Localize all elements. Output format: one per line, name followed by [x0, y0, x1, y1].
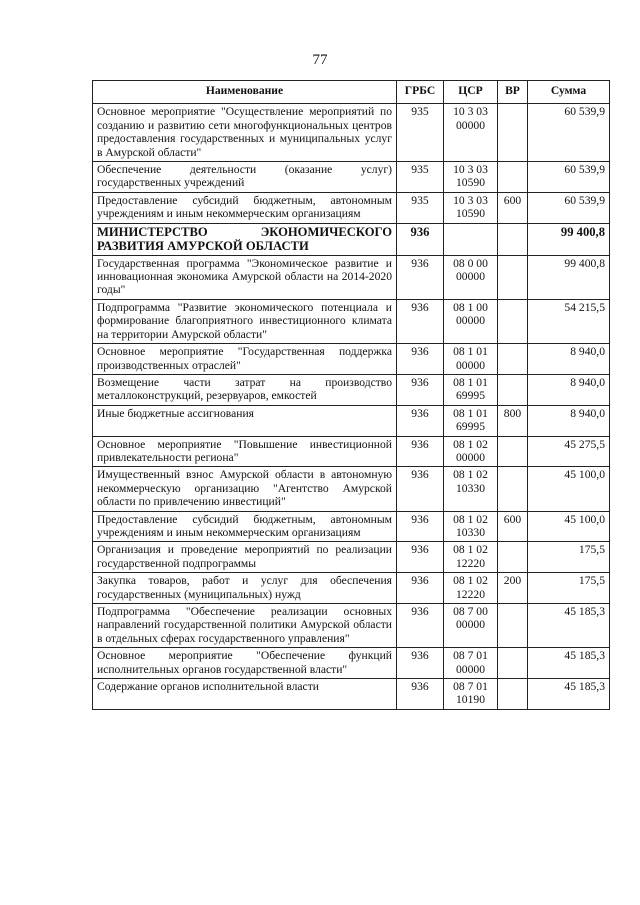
budget-table — [92, 80, 610, 710]
row-name: Предоставление субсидий бюджетным, автономным учреждениям и иным некоммерческим организациям — [93, 511, 397, 542]
row-vr — [498, 648, 528, 679]
row-sum: 99 400,8 — [528, 255, 610, 299]
row-csr — [444, 405, 498, 436]
row-csr — [444, 223, 498, 255]
row-csr — [444, 162, 498, 193]
table-row — [93, 374, 610, 405]
row-csr-line2: 00000 — [456, 662, 485, 676]
row-grbs: 936 — [397, 648, 444, 679]
row-name: Основное мероприятие "Государственная поддержка производственных отраслей" — [93, 344, 397, 375]
table-row — [93, 648, 610, 679]
row-name: МИНИСТЕРСТВО ЭКОНОМИЧЕСКОГО РАЗВИТИЯ АМУРСКОЙ ОБЛАСТИ — [93, 223, 397, 255]
row-name: Основное мероприятие "Осуществление мероприятий по созданию и развитию сети многофункциональных центров предоставления государственных и муниципальных услуг в Амурской области" — [93, 104, 397, 162]
row-csr-line2: 10590 — [456, 207, 485, 221]
row-grbs: 936 — [397, 299, 444, 343]
row-name: Предоставление субсидий бюджетным, автономным учреждениям и иным некоммерческим организациям — [93, 192, 397, 223]
row-csr-line2: 69995 — [456, 389, 485, 403]
row-csr-line1: 08 7 01 — [453, 680, 488, 694]
row-vr: 600 — [498, 511, 528, 542]
row-grbs: 936 — [397, 511, 444, 542]
row-csr-line1: 10 3 03 — [453, 193, 488, 207]
row-csr-line1: 08 1 01 — [453, 406, 488, 420]
row-grbs: 935 — [397, 192, 444, 223]
header-grbs: ГРБС — [397, 81, 444, 104]
row-vr — [498, 374, 528, 405]
row-csr — [444, 374, 498, 405]
row-csr-line2: 10330 — [456, 525, 485, 539]
row-vr — [498, 223, 528, 255]
row-grbs: 936 — [397, 344, 444, 375]
table-row — [93, 604, 610, 648]
row-sum: 8 940,0 — [528, 405, 610, 436]
table-row — [93, 299, 610, 343]
row-csr-line2: 00000 — [456, 618, 485, 632]
row-csr-line2: 00000 — [456, 270, 485, 284]
row-sum: 45 100,0 — [528, 511, 610, 542]
row-csr-line1: 08 0 00 — [453, 256, 488, 270]
row-grbs: 936 — [397, 436, 444, 467]
table-row — [93, 192, 610, 223]
row-sum: 8 940,0 — [528, 344, 610, 375]
row-grbs: 936 — [397, 573, 444, 604]
table-row — [93, 542, 610, 573]
row-name: Подпрограмма "Обеспечение реализации основных направлений государственной политики Амурской области в отдельных сферах государственного управления" — [93, 604, 397, 648]
row-csr — [444, 467, 498, 511]
row-csr-line1: 10 3 03 — [453, 163, 488, 177]
row-sum: 45 275,5 — [528, 436, 610, 467]
row-grbs: 936 — [397, 255, 444, 299]
table-row — [93, 467, 610, 511]
row-sum: 175,5 — [528, 542, 610, 573]
row-sum: 175,5 — [528, 573, 610, 604]
row-csr-line1: 08 1 02 — [453, 574, 488, 588]
row-sum: 60 539,9 — [528, 104, 610, 162]
row-csr-line2: 69995 — [456, 420, 485, 434]
table-row — [93, 511, 610, 542]
header-sum: Сумма — [528, 81, 610, 104]
row-name: Закупка товаров, работ и услуг для обеспечения государственных (муниципальных) нужд — [93, 573, 397, 604]
row-csr — [444, 604, 498, 648]
row-sum: 45 185,3 — [528, 648, 610, 679]
table-row — [93, 104, 610, 162]
row-sum: 60 539,9 — [528, 162, 610, 193]
row-name: Обеспечение деятельности (оказание услуг) государственных учреждений — [93, 162, 397, 193]
row-vr: 200 — [498, 573, 528, 604]
row-csr — [444, 104, 498, 162]
row-vr — [498, 344, 528, 375]
table-row — [93, 679, 610, 710]
row-csr-line2: 10190 — [456, 693, 485, 707]
table-row — [93, 255, 610, 299]
table-row — [93, 223, 610, 255]
page-number: 77 — [312, 52, 328, 68]
row-csr-line2: 00000 — [456, 358, 485, 372]
row-vr: 600 — [498, 192, 528, 223]
row-csr-line2: 10590 — [456, 176, 485, 190]
row-sum: 45 185,3 — [528, 679, 610, 710]
row-sum: 54 215,5 — [528, 299, 610, 343]
row-csr — [444, 573, 498, 604]
row-grbs: 935 — [397, 162, 444, 193]
row-csr-line1: 10 3 03 — [453, 105, 488, 119]
table-row — [93, 405, 610, 436]
row-vr — [498, 542, 528, 573]
row-csr-line1: 08 1 01 — [453, 375, 488, 389]
table-row — [93, 573, 610, 604]
row-csr — [444, 344, 498, 375]
row-sum: 45 185,3 — [528, 604, 610, 648]
row-csr-line2: 00000 — [456, 314, 485, 328]
table-header-row — [93, 81, 610, 104]
row-vr: 800 — [498, 405, 528, 436]
header-vr: ВР — [498, 81, 528, 104]
row-name: Содержание органов исполнительной власти — [93, 679, 397, 710]
row-csr-line2: 12220 — [456, 556, 485, 570]
row-vr — [498, 104, 528, 162]
row-name: Организация и проведение мероприятий по реализации государственной подпрограммы — [93, 542, 397, 573]
table-row — [93, 344, 610, 375]
row-csr-line1: 08 1 02 — [453, 468, 488, 482]
row-csr-line2: 00000 — [456, 118, 485, 132]
row-vr — [498, 255, 528, 299]
row-vr — [498, 162, 528, 193]
table-row — [93, 162, 610, 193]
table-row — [93, 436, 610, 467]
row-csr — [444, 255, 498, 299]
row-name: Государственная программа "Экономическое развитие и инновационная экономика Амурской области на 2014-2020 годы" — [93, 255, 397, 299]
row-csr — [444, 436, 498, 467]
row-csr — [444, 299, 498, 343]
row-grbs: 936 — [397, 679, 444, 710]
row-csr-line2: 10330 — [456, 481, 485, 495]
row-grbs: 936 — [397, 467, 444, 511]
row-csr-line1: 08 1 02 — [453, 512, 488, 526]
row-name: Подпрограмма "Развитие экономического потенциала и формирование благоприятного инвестиционного климата на территории Амурской области" — [93, 299, 397, 343]
row-vr — [498, 604, 528, 648]
row-grbs: 936 — [397, 223, 444, 255]
row-csr-line1: 08 7 00 — [453, 605, 488, 618]
row-vr — [498, 467, 528, 511]
row-name: Иные бюджетные ассигнования — [93, 405, 397, 436]
row-csr — [444, 542, 498, 573]
row-name: Основное мероприятие "Обеспечение функций исполнительных органов государственной власти" — [93, 648, 397, 679]
row-sum: 8 940,0 — [528, 374, 610, 405]
row-csr-line2: 00000 — [456, 450, 485, 464]
header-name: Наименование — [93, 81, 397, 104]
row-sum: 45 100,0 — [528, 467, 610, 511]
row-csr — [444, 511, 498, 542]
row-grbs: 936 — [397, 542, 444, 573]
row-csr-line1: 08 1 02 — [453, 437, 488, 451]
row-name: Возмещение части затрат на производство металлоконструкций, резервуаров, емкостей — [93, 374, 397, 405]
row-vr — [498, 299, 528, 343]
row-grbs: 936 — [397, 374, 444, 405]
row-csr-line1: 08 1 02 — [453, 543, 488, 557]
row-name: Основное мероприятие "Повышение инвестиционной привлекательности региона" — [93, 436, 397, 467]
row-sum: 99 400,8 — [528, 223, 610, 255]
row-csr-line1: 08 1 00 — [453, 300, 488, 314]
row-name: Имущественный взнос Амурской области в автономную некоммерческую организацию "Агентство Амурской области по привлечению инвестиций" — [93, 467, 397, 511]
row-csr — [444, 648, 498, 679]
row-grbs: 936 — [397, 604, 444, 648]
row-vr — [498, 679, 528, 710]
row-csr — [444, 192, 498, 223]
row-csr-line1: 08 7 01 — [453, 649, 488, 663]
row-sum: 60 539,9 — [528, 192, 610, 223]
row-csr-line1: 08 1 01 — [453, 345, 488, 359]
row-vr — [498, 436, 528, 467]
row-grbs: 935 — [397, 104, 444, 162]
row-csr-line2: 12220 — [456, 587, 485, 601]
header-csr: ЦСР — [444, 81, 498, 104]
row-csr — [444, 679, 498, 710]
row-grbs: 936 — [397, 405, 444, 436]
